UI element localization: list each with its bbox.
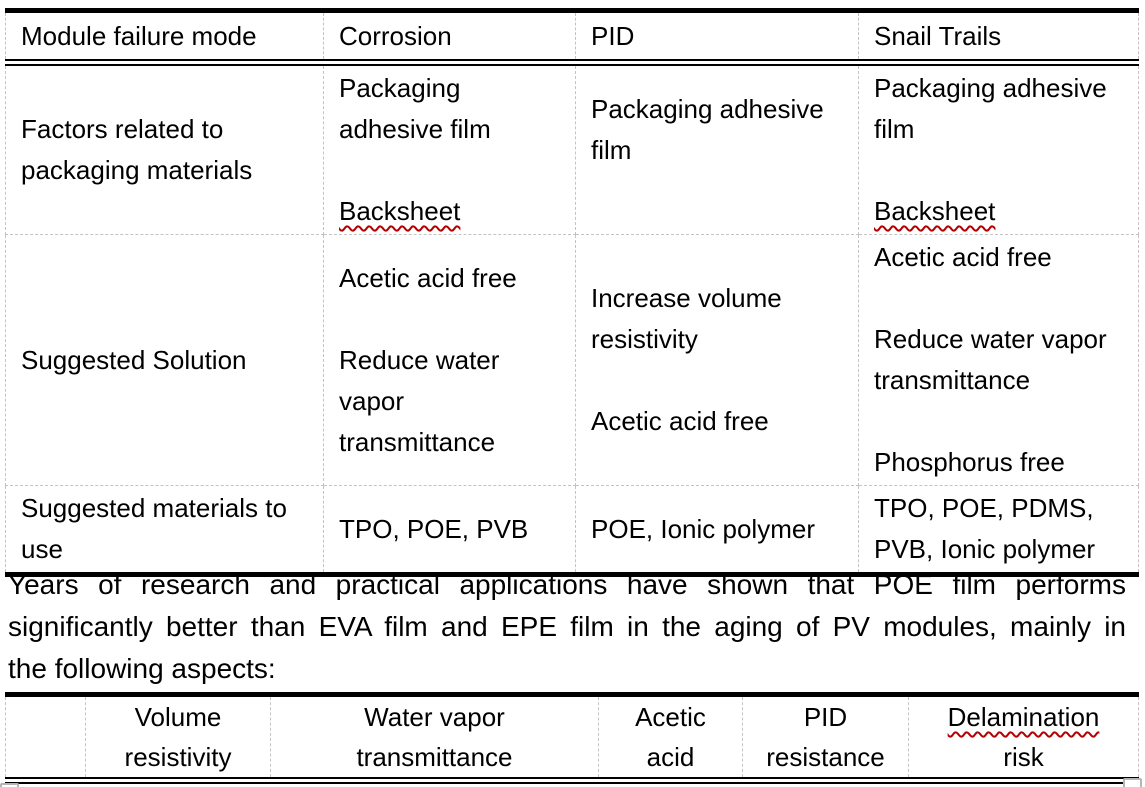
header-snail-trails: Snail Trails xyxy=(859,11,1139,63)
cell-materials-snail-trails: TPO, POE, PDMS, PVB, Ionic polymer xyxy=(859,486,1139,575)
row-label-suggested-materials: Suggested materials to use xyxy=(6,486,324,575)
table-row-factors xyxy=(6,63,1139,235)
cell-solution-snail-trails: Acetic acid free Reduce water vapor transmittance Phosphorus free xyxy=(859,235,1139,486)
header-volume-resistivity: Volume resistivity xyxy=(86,695,271,781)
table-resize-handle[interactable] xyxy=(1123,778,1142,787)
header-delamination-risk: Delamination risk xyxy=(909,695,1139,781)
header-corrosion: Corrosion xyxy=(324,11,576,63)
header-pid: PID xyxy=(576,11,859,63)
body-paragraph: Years of research and practical applications have shown that POE film performs significantly better than EVA film and EPE film in the aging of PV modules, mainly in the following aspects: xyxy=(8,569,1126,684)
table-row-suggested-materials xyxy=(6,486,1139,575)
header-empty xyxy=(6,695,86,781)
cell-solution-corrosion: Acetic acid free Reduce water vapor transmittance xyxy=(324,235,576,486)
cell-factors-snail-trails: Packaging adhesive film Backsheet xyxy=(859,63,1139,235)
header-acetic-acid: Acetic acid xyxy=(599,695,743,781)
module-failure-table xyxy=(5,8,1139,577)
header-module-failure-mode: Module failure mode xyxy=(6,11,324,63)
cell-solution-pid: Increase volume resistivity Acetic acid free xyxy=(576,235,859,486)
table-resize-handle[interactable] xyxy=(0,783,19,787)
cell-materials-pid: POE, Ionic polymer xyxy=(576,486,859,575)
header-water-vapor-transmittance: Water vapor transmittance xyxy=(271,695,599,781)
table-row-suggested-solution xyxy=(6,235,1139,486)
header-pid-resistance: PID resistance xyxy=(743,695,909,781)
table2-header-row xyxy=(6,695,1139,781)
row-label-factors: Factors related to packaging materials xyxy=(6,63,324,235)
table1-header-row xyxy=(6,11,1139,63)
row-label-suggested-solution: Suggested Solution xyxy=(6,235,324,486)
cell-factors-corrosion: Packaging adhesive film Backsheet xyxy=(324,63,576,235)
cell-factors-pid: Packaging adhesive film xyxy=(576,63,859,235)
film-comparison-table xyxy=(5,692,1139,784)
cell-materials-corrosion: TPO, POE, PVB xyxy=(324,486,576,575)
